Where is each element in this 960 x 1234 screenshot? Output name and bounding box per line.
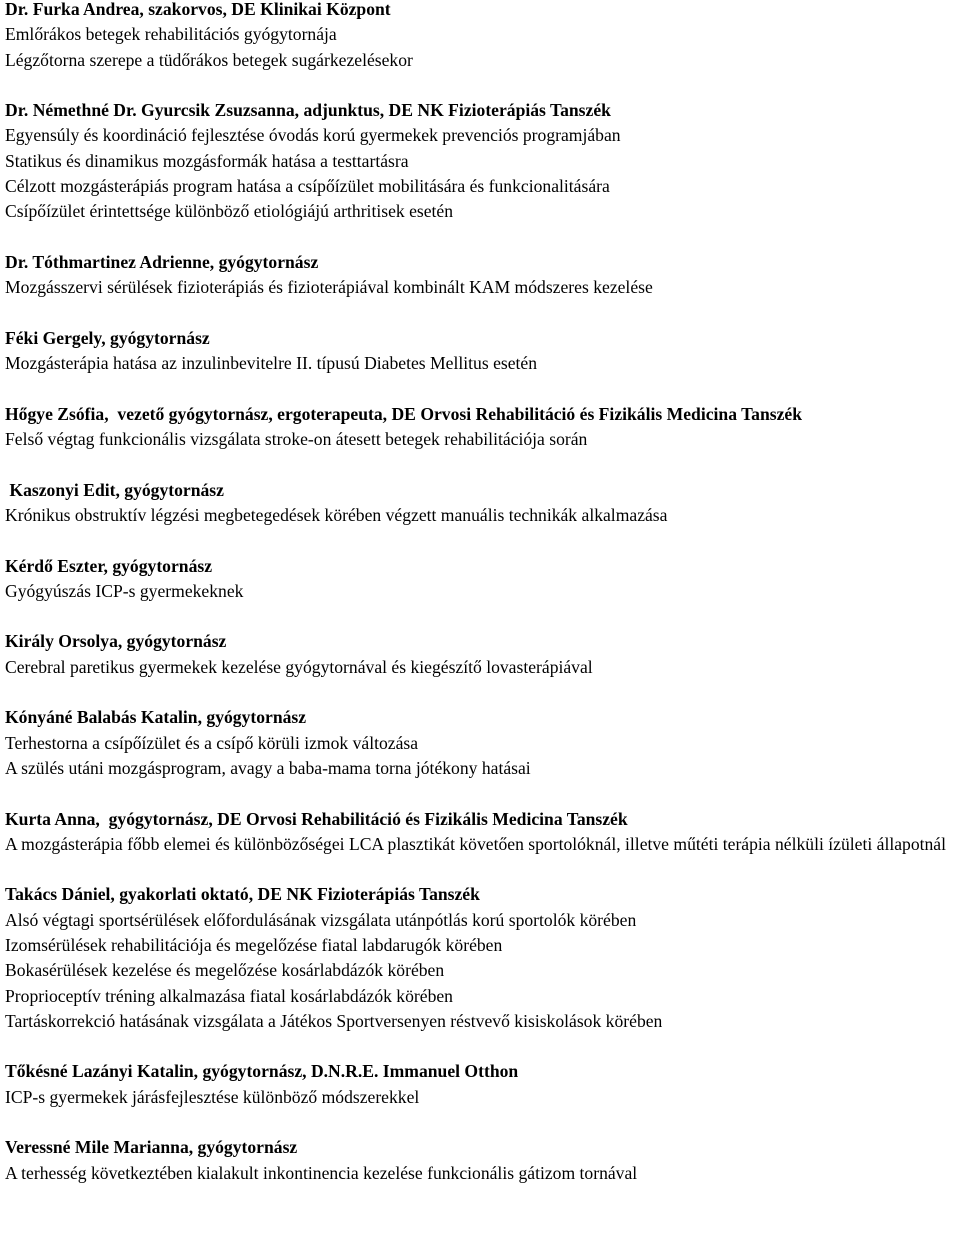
speaker-name: Veressné Mile Marianna, gyógytornász xyxy=(5,1137,298,1158)
talk-title: ICP-s gyermekek járásfejlesztése különböző módszerekkel xyxy=(5,1086,420,1107)
speaker-entry xyxy=(5,629,960,680)
talk-title: Gyógyúszás ICP-s gyermekeknek xyxy=(5,580,244,601)
speaker-entry xyxy=(5,1059,960,1110)
talk-title: Mozgásszervi sérülések fizioterápiás és fizioterápiával kombinált KAM módszeres kezelése xyxy=(5,277,653,298)
talk-title: Cerebral paretikus gyermekek kezelése gyógytornával és kiegészítő lovasterápiával xyxy=(5,656,593,677)
speaker-name: Tőkésné Lazányi Katalin, gyógytornász, D.N.R.E. Immanuel Otthon xyxy=(5,1061,519,1082)
talk-title: Emlőrákos betegek rehabilitációs gyógytornája xyxy=(5,24,337,45)
talk-title: Légzőtorna szerepe a tüdőrákos betegek sugárkezelésekor xyxy=(5,49,413,70)
speaker-entry xyxy=(5,98,960,224)
talk-title: A mozgásterápia főbb elemei és különbözőségei LCA plasztikát követően sportolóknál, illetve műtéti terápia nélküli ízületi állapotnál xyxy=(5,833,946,854)
speaker-entry xyxy=(5,554,960,605)
talk-title: Bokasérülések kezelése és megelőzése kosárlabdázók körében xyxy=(5,960,445,981)
speaker-entry xyxy=(5,0,960,73)
document-body xyxy=(5,0,960,1186)
talk-title: Mozgásterápia hatása az inzulinbevitelre II. típusú Diabetes Mellitus esetén xyxy=(5,353,538,374)
talk-title: Alsó végtagi sportsérülések előfordulásának vizsgálata utánpótlás korú sportolók körében xyxy=(5,909,637,930)
speaker-name: Dr. Tóthmartinez Adrienne, gyógytornász xyxy=(5,251,319,272)
talk-title: Tartáskorrekció hatásának vizsgálata a Játékos Sportversenyen réstvevő kisiskolások körében xyxy=(5,1010,663,1031)
talk-title: A szülés utáni mozgásprogram, avagy a baba-mama torna jótékony hatásai xyxy=(5,757,531,778)
speaker-entry xyxy=(5,478,960,529)
speaker-name: Dr. Furka Andrea, szakorvos, DE Klinikai Központ xyxy=(5,0,391,19)
speaker-entry xyxy=(5,807,960,858)
speaker-name: Király Orsolya, gyógytornász xyxy=(5,631,227,652)
talk-title: Krónikus obstruktív légzési megbetegedések körében végzett manuális technikák alkalmazása xyxy=(5,504,668,525)
speaker-entry xyxy=(5,705,960,781)
speaker-name: Féki Gergely, gyógytornász xyxy=(5,327,210,348)
speaker-name: Kurta Anna, gyógytornász, DE Orvosi Rehabilitáció és Fizikális Medicina Tanszék xyxy=(5,808,628,829)
speaker-entry xyxy=(5,250,960,301)
speaker-name: Takács Dániel, gyakorlati oktató, DE NK Fizioterápiás Tanszék xyxy=(5,884,480,905)
speaker-name: Kérdő Eszter, gyógytornász xyxy=(5,555,213,576)
talk-title: Egyensúly és koordináció fejlesztése óvodás korú gyermekek prevenciós programjában xyxy=(5,125,621,146)
speaker-entry xyxy=(5,326,960,377)
talk-title: A terhesség következtében kialakult inkontinencia kezelése funkcionális gátizom tornával xyxy=(5,1162,638,1183)
talk-title: Terhestorna a csípőízület és a csípő körüli izmok változása xyxy=(5,732,419,753)
talk-title: Statikus és dinamikus mozgásformák hatása a testtartásra xyxy=(5,150,409,171)
speaker-name: Dr. Némethné Dr. Gyurcsik Zsuzsanna, adjunktus, DE NK Fizioterápiás Tanszék xyxy=(5,100,611,121)
speaker-entry xyxy=(5,882,960,1034)
speaker-entry xyxy=(5,402,960,453)
speaker-name: Kónyáné Balabás Katalin, gyógytornász xyxy=(5,707,307,728)
speaker-entry xyxy=(5,1135,960,1186)
talk-title: Proprioceptív tréning alkalmazása fiatal kosárlabdázók körében xyxy=(5,985,453,1006)
speaker-name: Kaszonyi Edit, gyógytornász xyxy=(5,479,224,500)
talk-title: Csípőízület érintettsége különböző etiológiájú arthritisek esetén xyxy=(5,201,454,222)
speaker-name: Hőgye Zsófia, vezető gyógytornász, ergoterapeuta, DE Orvosi Rehabilitáció és Fizikális Medicina Tanszék xyxy=(5,403,803,424)
talk-title: Felső végtag funkcionális vizsgálata stroke-on átesett betegek rehabilitációja során xyxy=(5,429,588,450)
talk-title: Célzott mozgásterápiás program hatása a csípőízület mobilitására és funkcionalitására xyxy=(5,176,610,197)
talk-title: Izomsérülések rehabilitációja és megelőzése fiatal labdarugók körében xyxy=(5,934,503,955)
